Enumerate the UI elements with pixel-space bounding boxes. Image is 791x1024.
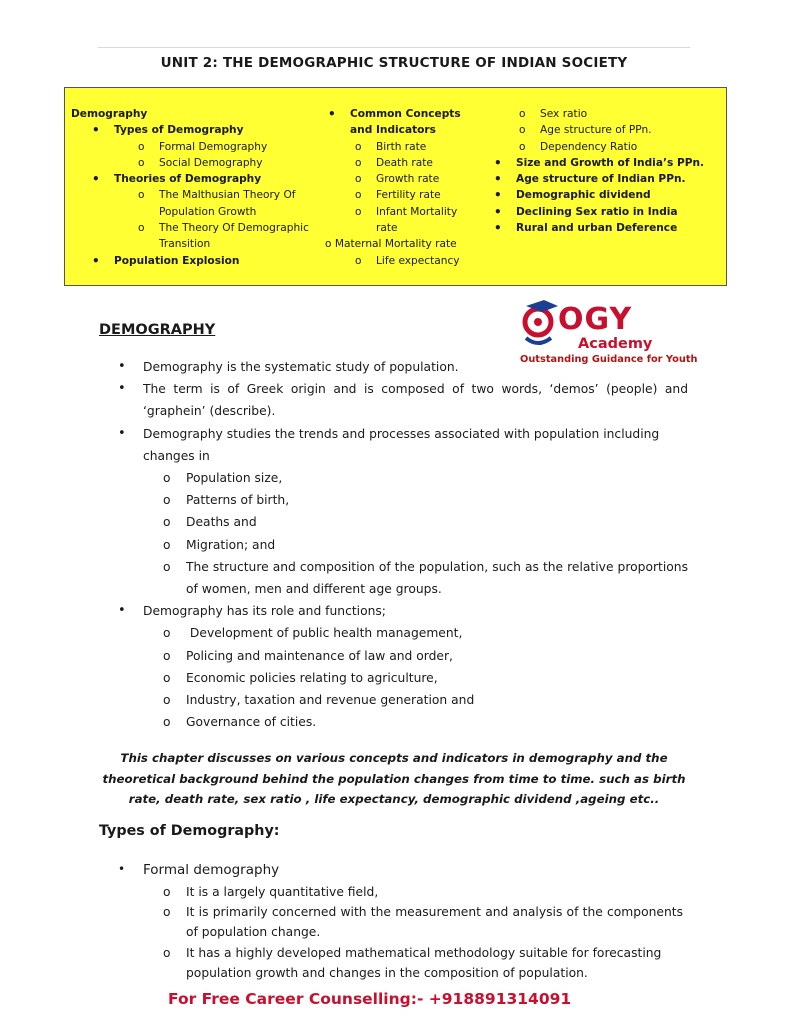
sub-item: o Migration; and [186,534,688,556]
summary-col3-bullet: • Demographic dividend [516,187,723,203]
summary-col3-item: o Sex ratio [540,106,723,122]
summary-theories: • Theories of Demography [114,171,316,187]
logo-mark-icon [518,298,560,350]
types-title: Types of Demography: [99,823,280,839]
section-title-demography: DEMOGRAPHY [99,322,216,338]
sub-item: o Policing and maintenance of law and order, [186,645,688,667]
summary-theory-item: o The Theory Of Demographic Transition [159,220,319,253]
summary-col-1 [71,106,316,269]
sub-item: o It has a highly developed mathematical methodology suitable for forecasting population growth and changes in the composition of population. [186,943,683,983]
summary-concept-item: o Death rate [376,155,495,171]
summary-maternal: o Maternal Mortality rate [325,238,457,251]
list-item: • Demography is the systematic study of population. [143,356,688,378]
summary-col3-bullet: • Age structure of Indian PPn. [516,171,723,187]
sub-list [186,467,688,600]
list-item: • The term is of Greek origin and is composed of two words, ‘demos’ (people) and ‘graphein’ (describe). [143,378,688,422]
summary-concept-item: o Infant Mortality rate [376,204,471,237]
summary-col-3 [513,106,723,236]
summary-theory-item: o The Malthusian Theory Of Population Growth [159,187,309,220]
summary-types-item: o Formal Demography [159,139,316,155]
summary-concept-item: o Birth rate [376,139,495,155]
sub-item: o Development of public health management, [186,622,688,644]
summary-heading: Demography [71,108,148,120]
summary-col3-item: o Age structure of PPn. [540,122,723,138]
list-item: • Demography studies the trends and processes associated with population including changes in [143,423,688,467]
formal-demography: • Formal demography [143,862,791,878]
summary-col3-bullet: • Rural and urban Deference [516,220,723,236]
summary-explosion: • Population Explosion [114,253,316,269]
sub-item: o It is primarily concerned with the measurement and analysis of the components of population change. [186,902,683,942]
summary-col3-bullet: • Declining Sex ratio in India [516,204,723,220]
sub-item: o Deaths and [186,511,688,533]
sub-list [186,622,688,733]
formal-list [186,882,683,983]
summary-box [64,87,727,286]
chapter-note: This chapter discusses on various concepts and indicators in demography and the theoretical background behind the population changes from time to time. such as birth rate, death rate, sex ratio , life expectancy, demographic dividend ,ageing etc.. [102,751,686,806]
header-rule [98,47,690,48]
summary-life: o Life expectancy [376,253,495,269]
sub-item: o Patterns of birth, [186,489,688,511]
sub-item: o The structure and composition of the population, such as the relative proportions of women, men and different age groups. [186,556,688,600]
summary-types-item: o Social Demography [159,155,316,171]
logo-name: OGY [558,302,633,337]
logo-academy: Academy [578,336,653,352]
demography-list [143,356,688,733]
footer-counselling: For Free Career Counselling:- +918891314091 [168,990,572,1008]
sub-item: o Governance of cities. [186,711,688,733]
summary-col3-bullet: • Size and Growth of India’s PPn. [516,155,723,171]
unit-title: UNIT 2: THE DEMOGRAPHIC STRUCTURE OF INDIAN SOCIETY [160,55,628,71]
summary-col-2 [325,106,495,269]
summary-concept-item: o Fertility rate [376,187,495,203]
logo-tagline: Outstanding Guidance for Youth [520,354,698,365]
sub-item: o Economic policies relating to agriculture, [186,667,688,689]
list-item: • Demography has its role and functions; [143,600,688,622]
summary-concept-item: o Growth rate [376,171,495,187]
sub-item: o It is a largely quantitative field, [186,882,683,902]
sub-item: o Industry, taxation and revenue generation and [186,689,688,711]
summary-concepts: • Common Concepts and Indicators [350,106,485,139]
summary-types: • Types of Demography [114,122,316,138]
sub-item: o Population size, [186,467,688,489]
summary-col3-item: o Dependency Ratio [540,139,723,155]
